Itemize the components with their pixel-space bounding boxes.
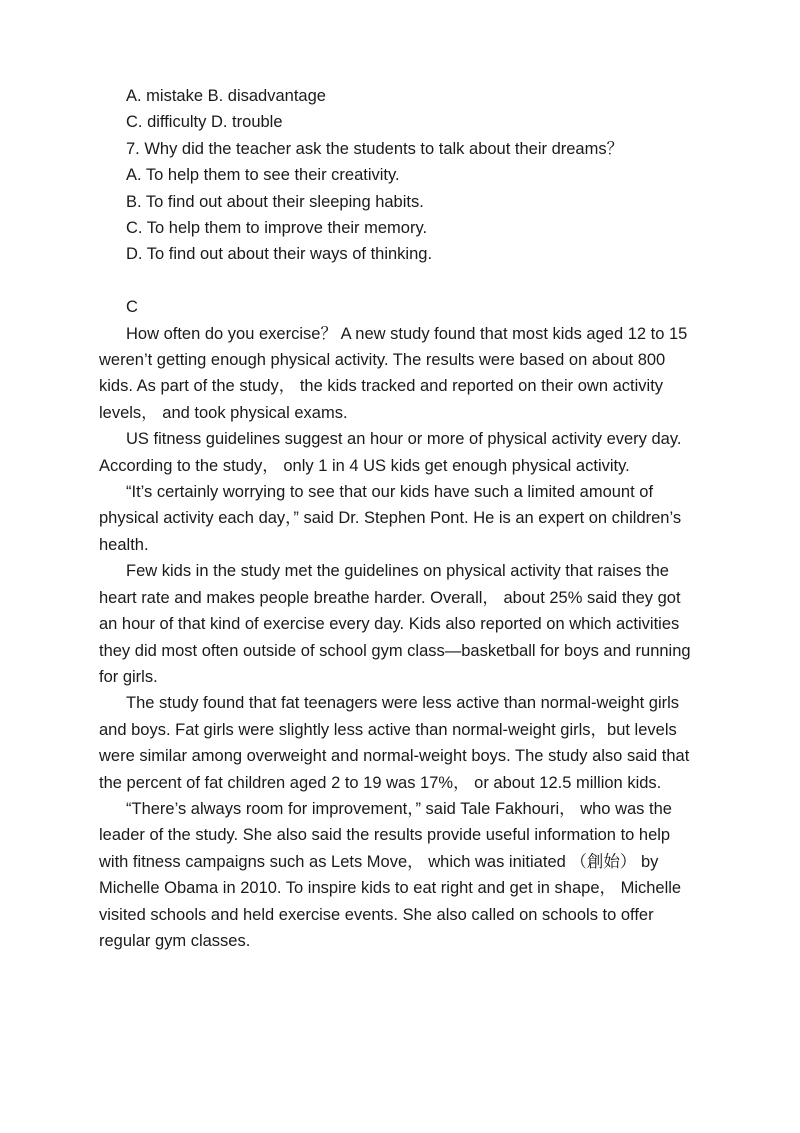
passage-paragraph-5: The study found that fat teenagers were less active than normal-weight girls and boys. Fat girls were slightly less active than normal-weight girls，but levels were similar among overweight and normal-weight boys. The study also said that the percent of fat children aged 2 to 19 was 17%， or about 12.5 million kids. — [99, 694, 690, 792]
passage-paragraph-4: Few kids in the study met the guidelines on physical activity that raises the heart rate and makes people breathe harder. Overall， about 25% said they got an hour of that kind of exercise every day. Kids also reported on which activities they did most often outside of school gym class—basketball for boys and running for girls. — [99, 562, 691, 686]
prev-question-option-line: A. mistake B. disadvantage — [126, 87, 326, 105]
spacer — [99, 268, 699, 294]
question-7-option-a: A. To help them to see their creativity. — [126, 166, 400, 185]
document-page — [99, 83, 699, 954]
question-7-stem: 7. Why did the teacher ask the students to talk about their dreams？ — [126, 139, 624, 158]
passage-paragraph-2: US fitness guidelines suggest an hour or more of physical activity every day. According to the study， only 1 in 4 US kids get enough physical activity. — [99, 430, 682, 475]
prev-question-option-line: C. difficulty D. trouble — [126, 113, 283, 132]
passage-paragraph-6: “There’s always room for improvement，” said Tale Fakhouri， who was the leader of the study. She also said the results provide useful information to help with fitness campaigns such as Lets Move， which was initiated （創始） by Michelle Obama in 2010. To inspire kids to eat right and get in shape， Michelle visited schools and held exercise events. She also called on schools to offer regular gym classes. — [99, 799, 682, 950]
question-7-option-d: D. To find out about their ways of thinking. — [126, 245, 433, 264]
passage-paragraph-3: “It’s certainly worrying to see that our kids have such a limited amount of physical activity each day，” said Dr. Stephen Pont. He is an expert on children’s health. — [99, 483, 682, 554]
question-7-option-c: C. To help them to improve their memory. — [126, 219, 428, 238]
question-7-option-b: B. To find out about their sleeping habits. — [126, 192, 424, 211]
passage-paragraph-1: How often do you exercise？ A new study found that most kids aged 12 to 15 weren’t getting enough physical activity. The results were based on about 800 kids. As part of the study， the kids tracked and reported on their own activity levels， and took physical exams. — [99, 324, 688, 422]
passage-label: C — [126, 298, 138, 317]
